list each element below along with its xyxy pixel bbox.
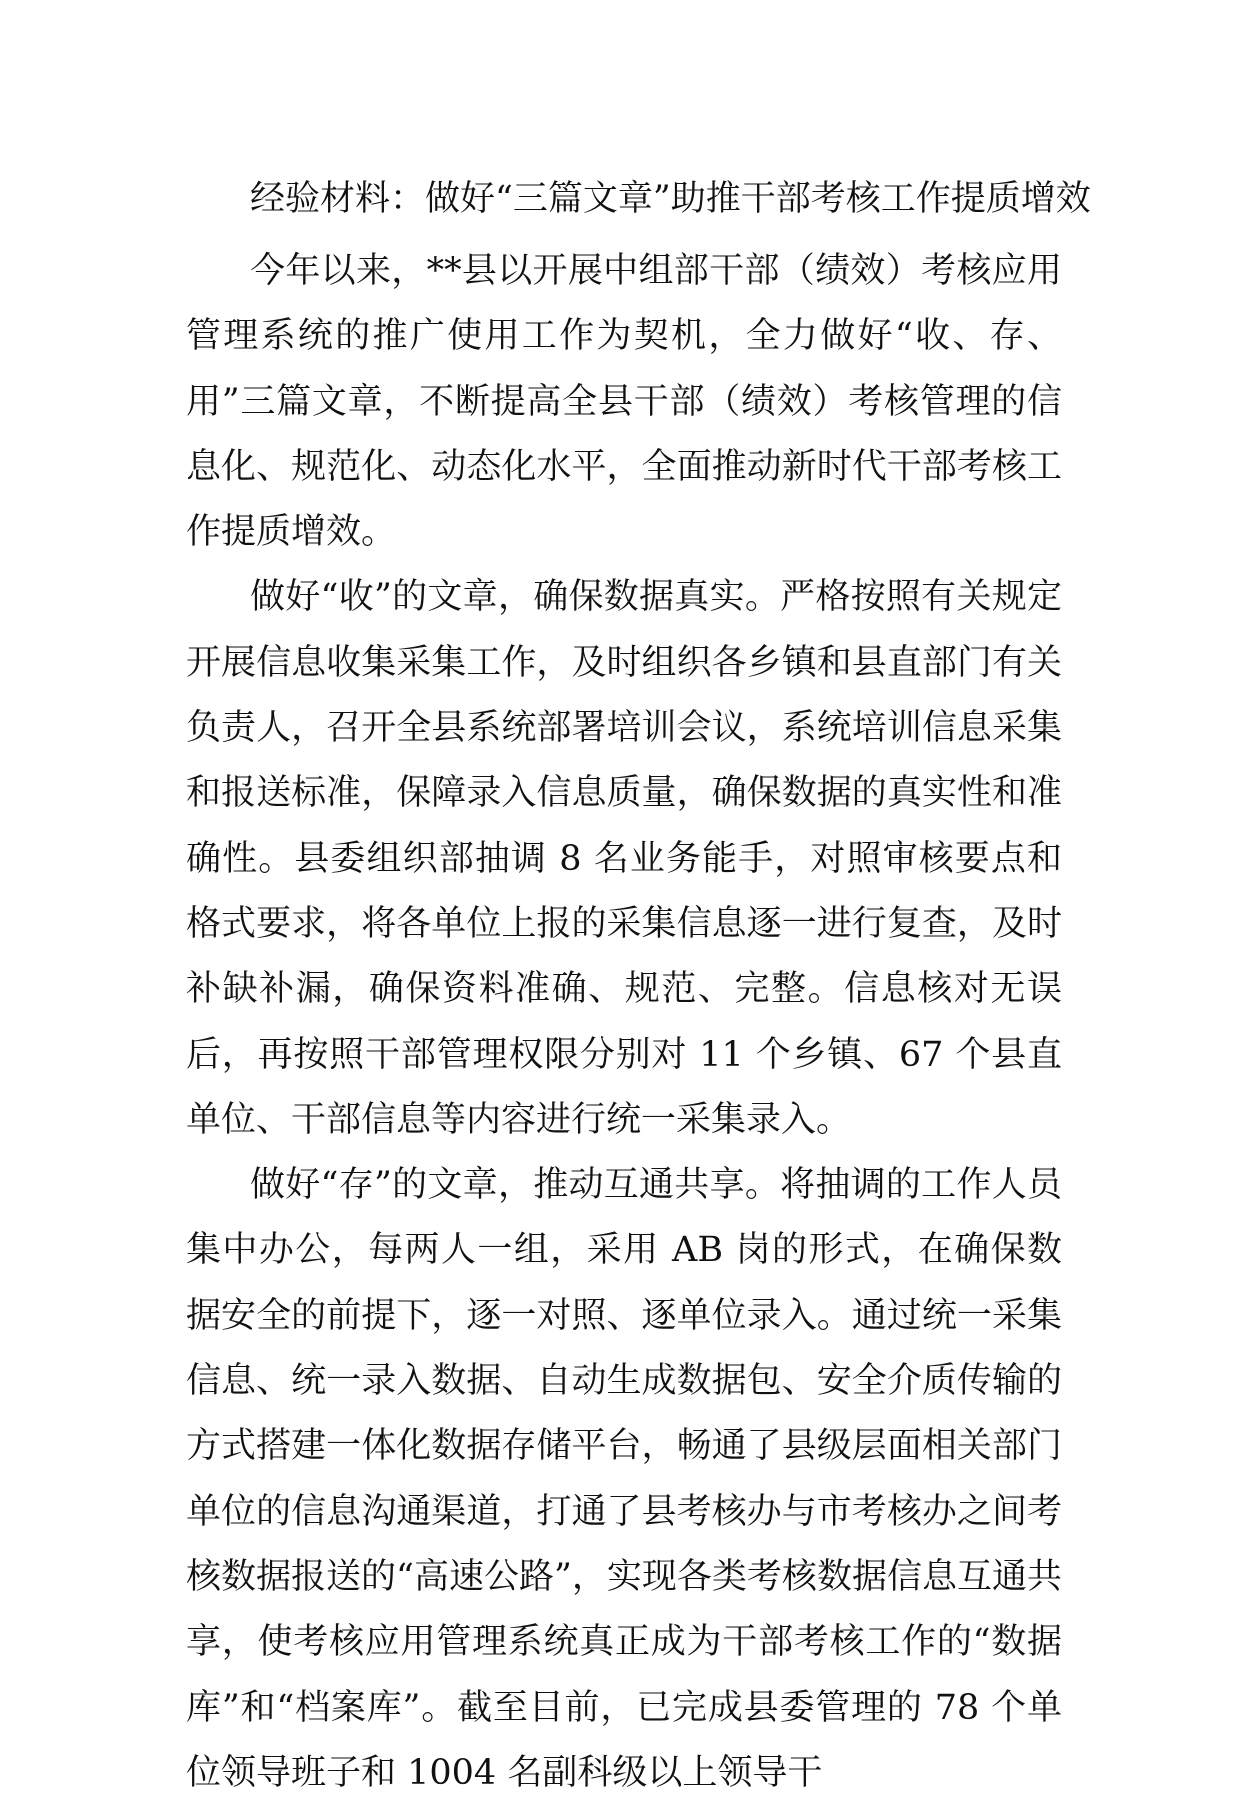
document-body bbox=[186, 239, 1062, 1806]
document-title: 经验材料：做好“三篇文章”助推干部考核工作提质增效 bbox=[250, 179, 1091, 219]
paragraph-intro: 今年以来，**县以开展中组部干部（绩效）考核应用管理系统的推广使用工作为契机，全力做好“收、存、用”三篇文章，不断提高全县干部（绩效）考核管理的信息化、规范化、动态化水平，全面推动新时代干部考核工作提质增效。 bbox=[186, 251, 1062, 553]
paragraph-collect: 做好“收”的文章，确保数据真实。严格按照有关规定开展信息收集采集工作，及时组织各乡镇和县直部门有关负责人，召开全县系统部署培训会议，系统培训信息采集和报送标准，保障录入信息质量，确保数据的真实性和准确性。县委组织部抽调 8 名业务能手，对照审核要点和格式要求，将各单位上报的采集信息逐一进行复查，及时补缺补漏，确保资料准确、规范、完整。信息核对无误后，再按照干部管理权限分别对 11 个乡镇、67 个县直单位、干部信息等内容进行统一采集录入。 bbox=[186, 577, 1062, 1140]
paragraph-store: 做好“存”的文章，推动互通共享。将抽调的工作人员集中办公，每两人一组，采用 AB 岗的形式，在确保数据安全的前提下，逐一对照、逐单位录入。通过统一采集信息、统一录入数据、自动生成数据包、安全介质传输的方式搭建一体化数据存储平台，畅通了县级层面相关部门单位的信息沟通渠道，打通了县考核办与市考核办之间考核数据报送的“高速公路”，实现各类考核数据信息互通共享，使考核应用管理系统真正成为干部考核工作的“数据库”和“档案库”。截至目前，已完成县委管理的 78 个单位领导班子和 1004 名副科级以上领导干 bbox=[186, 1165, 1062, 1793]
